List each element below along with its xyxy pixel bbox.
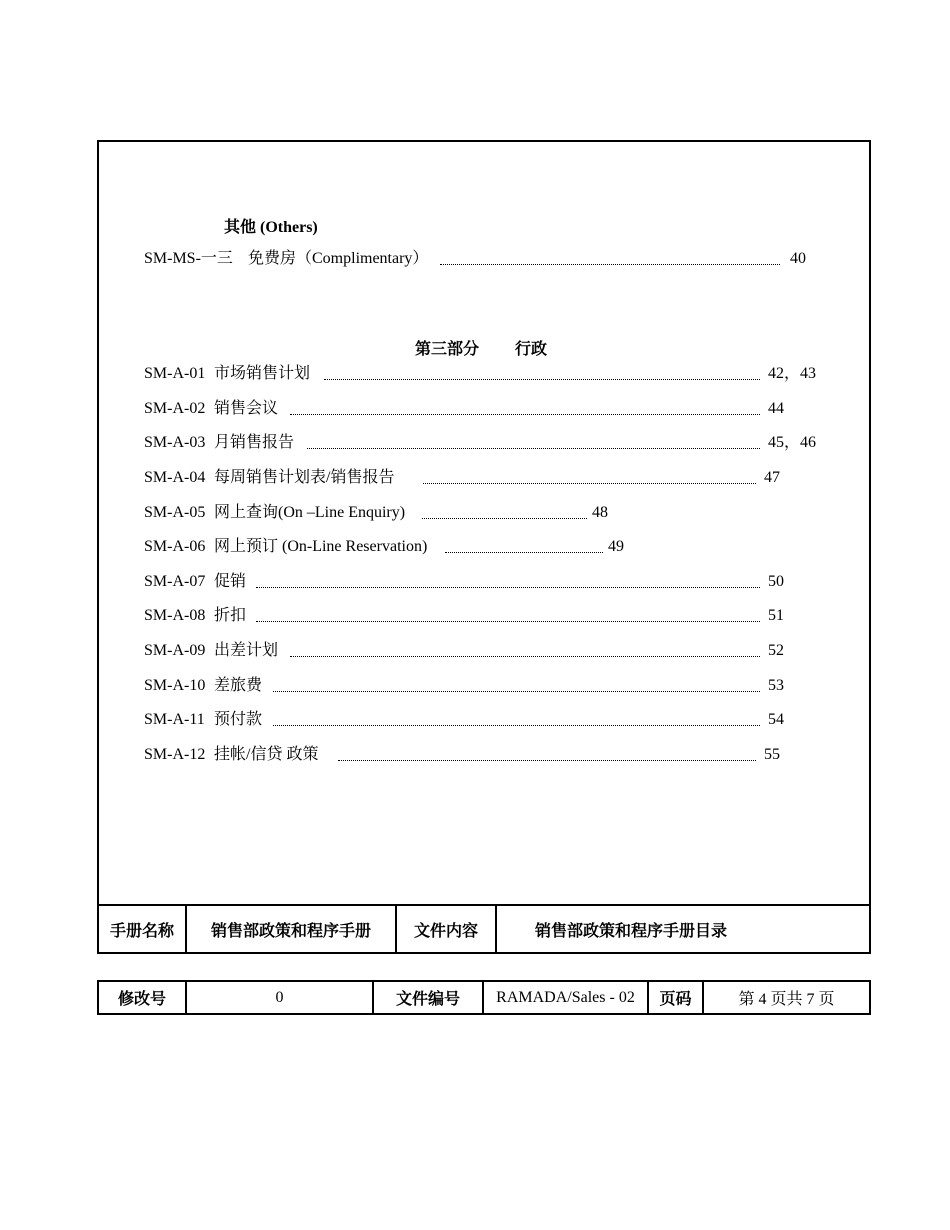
- part3-heading-part: 第三部分: [415, 341, 480, 358]
- toc-page: 53: [768, 677, 784, 694]
- toc-title: 免费房（Complimentary）: [248, 250, 429, 267]
- part3-heading: [415, 336, 547, 359]
- toc-code: SM-A-10: [144, 677, 206, 694]
- toc-title: 市场销售计划: [214, 365, 311, 382]
- toc-leader: [440, 264, 780, 265]
- toc-page: 54: [768, 711, 784, 728]
- toc-title: 促销: [214, 573, 247, 590]
- toc-leader: [256, 587, 760, 588]
- toc-title: 网上预订 (On-Line Reservation): [214, 538, 428, 555]
- toc-code: SM-A-09: [144, 642, 206, 659]
- toc-leader: [256, 621, 760, 622]
- toc-title: 出差计划: [214, 642, 279, 659]
- toc-page: 52: [768, 642, 784, 659]
- toc-page: 42，43: [768, 365, 817, 382]
- toc-page: 40: [790, 250, 806, 267]
- toc-page: 47: [764, 469, 780, 486]
- toc-title: 挂帐/信贷 政策: [214, 746, 319, 763]
- toc-leader: [423, 483, 756, 484]
- toc-code: SM-A-03: [144, 434, 206, 451]
- content-value: 销售部政策和程序手册目录: [496, 905, 870, 953]
- toc-code: SM-A-08: [144, 607, 206, 624]
- doc-no-value: RAMADA/Sales - 02: [483, 981, 648, 1014]
- toc-title: 预付款: [214, 711, 263, 728]
- toc-page: 48: [592, 504, 608, 521]
- toc-leader: [324, 379, 760, 380]
- toc-leader: [307, 448, 760, 449]
- toc-leader: [273, 725, 760, 726]
- toc-code: SM-A-04: [144, 469, 206, 486]
- toc-code: SM-A-01: [144, 365, 206, 382]
- toc-page: 44: [768, 400, 784, 417]
- toc-title: 月销售报告: [214, 434, 295, 451]
- content-label: 文件内容: [396, 905, 496, 953]
- toc-page: 49: [608, 538, 624, 555]
- part3-heading-title: 行政: [515, 341, 548, 358]
- toc-code: SM-A-06: [144, 538, 206, 555]
- toc-title: 每周销售计划表/销售报告: [214, 469, 395, 486]
- toc-code: SM-A-02: [144, 400, 206, 417]
- toc-code: SM-MS-一三: [144, 250, 233, 267]
- toc-page: 51: [768, 607, 784, 624]
- manual-name-value: 销售部政策和程序手册: [186, 905, 396, 953]
- toc-title: 折扣: [214, 607, 247, 624]
- toc-code: SM-A-07: [144, 573, 206, 590]
- toc-leader: [422, 518, 587, 519]
- toc-title: 网上查询(On –Line Enquiry): [214, 504, 406, 521]
- toc-code: SM-A-12: [144, 746, 206, 763]
- toc-page: 55: [764, 746, 780, 763]
- manual-name-label: 手册名称: [98, 905, 186, 953]
- toc-leader: [290, 656, 760, 657]
- toc-title: 销售会议: [214, 400, 279, 417]
- toc-leader: [445, 552, 603, 553]
- toc-code: SM-A-11: [144, 711, 205, 728]
- revision-label: 修改号: [98, 981, 186, 1014]
- page-label: 页码: [648, 981, 703, 1014]
- toc-leader: [290, 414, 760, 415]
- toc-page: 45，46: [768, 434, 817, 451]
- revision-info-table: [97, 980, 871, 1015]
- manual-info-table: [97, 904, 871, 954]
- doc-no-label: 文件编号: [373, 981, 483, 1014]
- toc-leader: [273, 691, 760, 692]
- page-value: 第 4 页共 7 页: [703, 981, 870, 1014]
- revision-value: 0: [186, 981, 373, 1014]
- toc-page: 50: [768, 573, 784, 590]
- others-heading: 其他 (Others): [224, 219, 318, 236]
- toc-title: 差旅费: [214, 677, 263, 694]
- toc-leader: [338, 760, 756, 761]
- toc-code: SM-A-05: [144, 504, 206, 521]
